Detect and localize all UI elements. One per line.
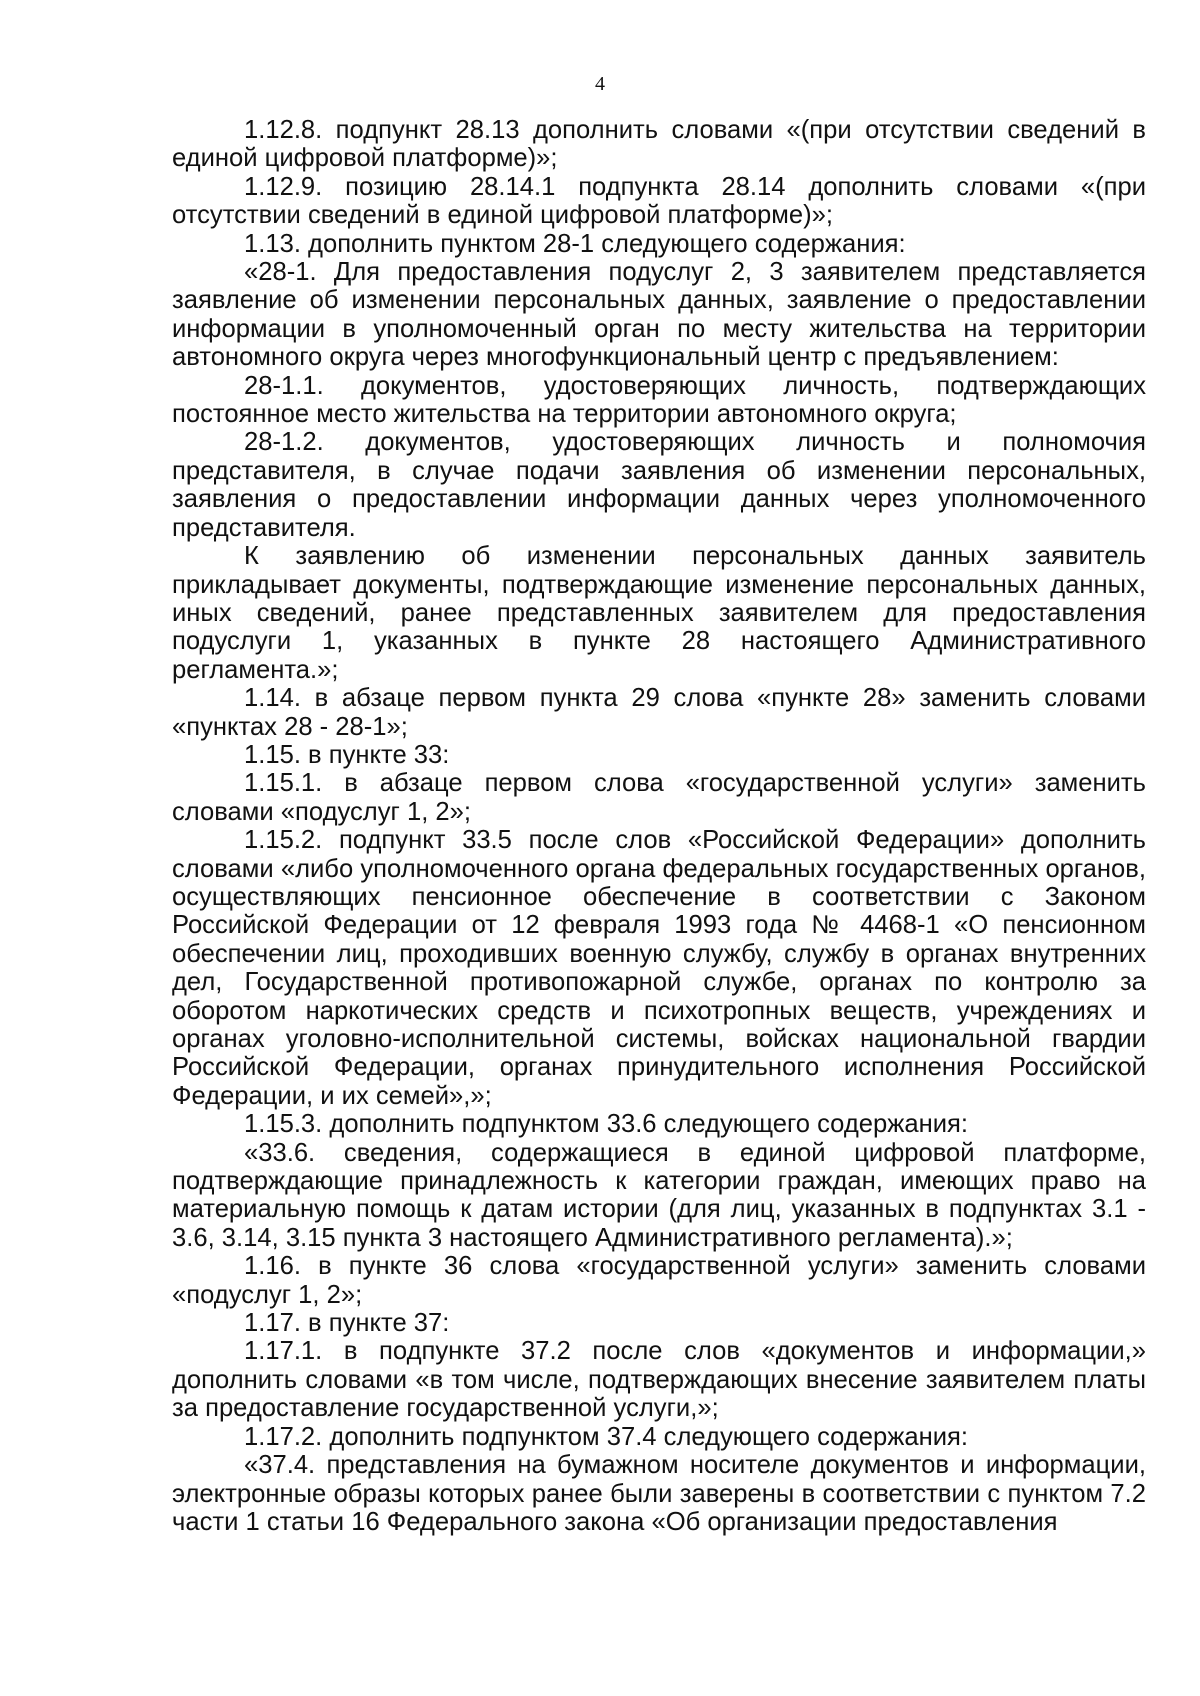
paragraph-application-attachments: К заявлению об изменении персональных данных заявитель прикладывает документы, подтверждающие изменение персональных данных, иных сведений, ранее представленных заявителем для предоставления подуслуги 1, указанных в пункте 28 настоящего Административного регламента.»; <box>172 542 1146 684</box>
paragraph-37-4: «37.4. представления на бумажном носителе документов и информации, электронные образы которых ранее были заверены в соответствии с пунктом 7.2 части 1 статьи 16 Федерального закона «Об организации предоставления <box>172 1451 1146 1536</box>
paragraph-1-12-8: 1.12.8. подпункт 28.13 дополнить словами «(при отсутствии сведений в единой цифровой платформе)»; <box>172 116 1146 173</box>
paragraph-28-1: «28-1. Для предоставления подуслуг 2, 3 заявителем представляется заявление об изменении персональных данных, заявление о предоставлении информации в уполномоченный орган по месту жительства на территории автономного округа через многофункциональный центр с предъявлением: <box>172 258 1146 372</box>
paragraph-33-6: «33.6. сведения, содержащиеся в единой цифровой платформе, подтверждающие принадлежность к категории граждан, имеющих право на материальную помощь к датам истории (для лиц, указанных в подпунктах 3.1 - 3.6, 3.14, 3.15 пункта 3 настоящего Административного регламента).»; <box>172 1138 1146 1252</box>
paragraph-1-17-1: 1.17.1. в подпункте 37.2 после слов «документов и информации,» дополнить словами «в том числе, подтверждающих внесение заявителем платы за предоставление государственной услуги,»; <box>172 1337 1146 1423</box>
page-number: 4 <box>595 73 605 95</box>
paragraph-28-1-2: 28-1.2. документов, удостоверяющих личность и полномочия представителя, в случае подачи заявления об изменении персональных, заявления о предоставлении информации данных через уполномоченного представителя. <box>172 428 1146 542</box>
paragraph-1-15-3: 1.15.3. дополнить подпунктом 33.6 следующего содержания: <box>244 1110 969 1139</box>
paragraph-1-17: 1.17. в пункте 37: <box>244 1309 450 1338</box>
paragraph-1-13: 1.13. дополнить пунктом 28-1 следующего содержания: <box>244 229 906 258</box>
paragraph-28-1-1: 28-1.1. документов, удостоверяющих личность, подтверждающих постоянное место жительства на территории автономного округа; <box>172 371 1146 429</box>
document-body <box>172 116 1146 1536</box>
paragraph-1-12-9: 1.12.9. позицию 28.14.1 подпункта 28.14 дополнить словами «(при отсутствии сведений в единой цифровой платформе)»; <box>172 172 1146 230</box>
paragraph-1-16: 1.16. в пункте 36 слова «государственной услуги» заменить словами «подуслуг 1, 2»; <box>172 1252 1146 1309</box>
paragraph-1-17-2: 1.17.2. дополнить подпунктом 37.4 следующего содержания: <box>244 1422 969 1451</box>
paragraph-1-15-1: 1.15.1. в абзаце первом слова «государственной услуги» заменить словами «подуслуг 1, 2»; <box>172 769 1146 826</box>
paragraph-1-15-2: 1.15.2. подпункт 33.5 после слов «Российской Федерации» дополнить словами «либо уполномоченного органа федеральных государственных органов, осуществляющих пенсионное обеспечение в соответствии с Законом Российской Федерации от 12 февраля 1993 года № 4468-1 «О пенсионном обеспечении лиц, проходивших военную службу, службу в органах внутренних дел, Государственной противопожарной службе, органах по контролю за оборотом наркотических средств и психотропных веществ, учреждениях и органах уголовно-исполнительной системы, войсках национальной гвардии Российской Федерации, органах принудительного исполнения Российской Федерации, и их семей»,»; <box>172 826 1146 1110</box>
paragraph-1-15: 1.15. в пункте 33: <box>244 740 450 769</box>
paragraph-1-14: 1.14. в абзаце первом пункта 29 слова «пункте 28» заменить словами «пунктах 28 - 28-1»; <box>172 684 1146 741</box>
